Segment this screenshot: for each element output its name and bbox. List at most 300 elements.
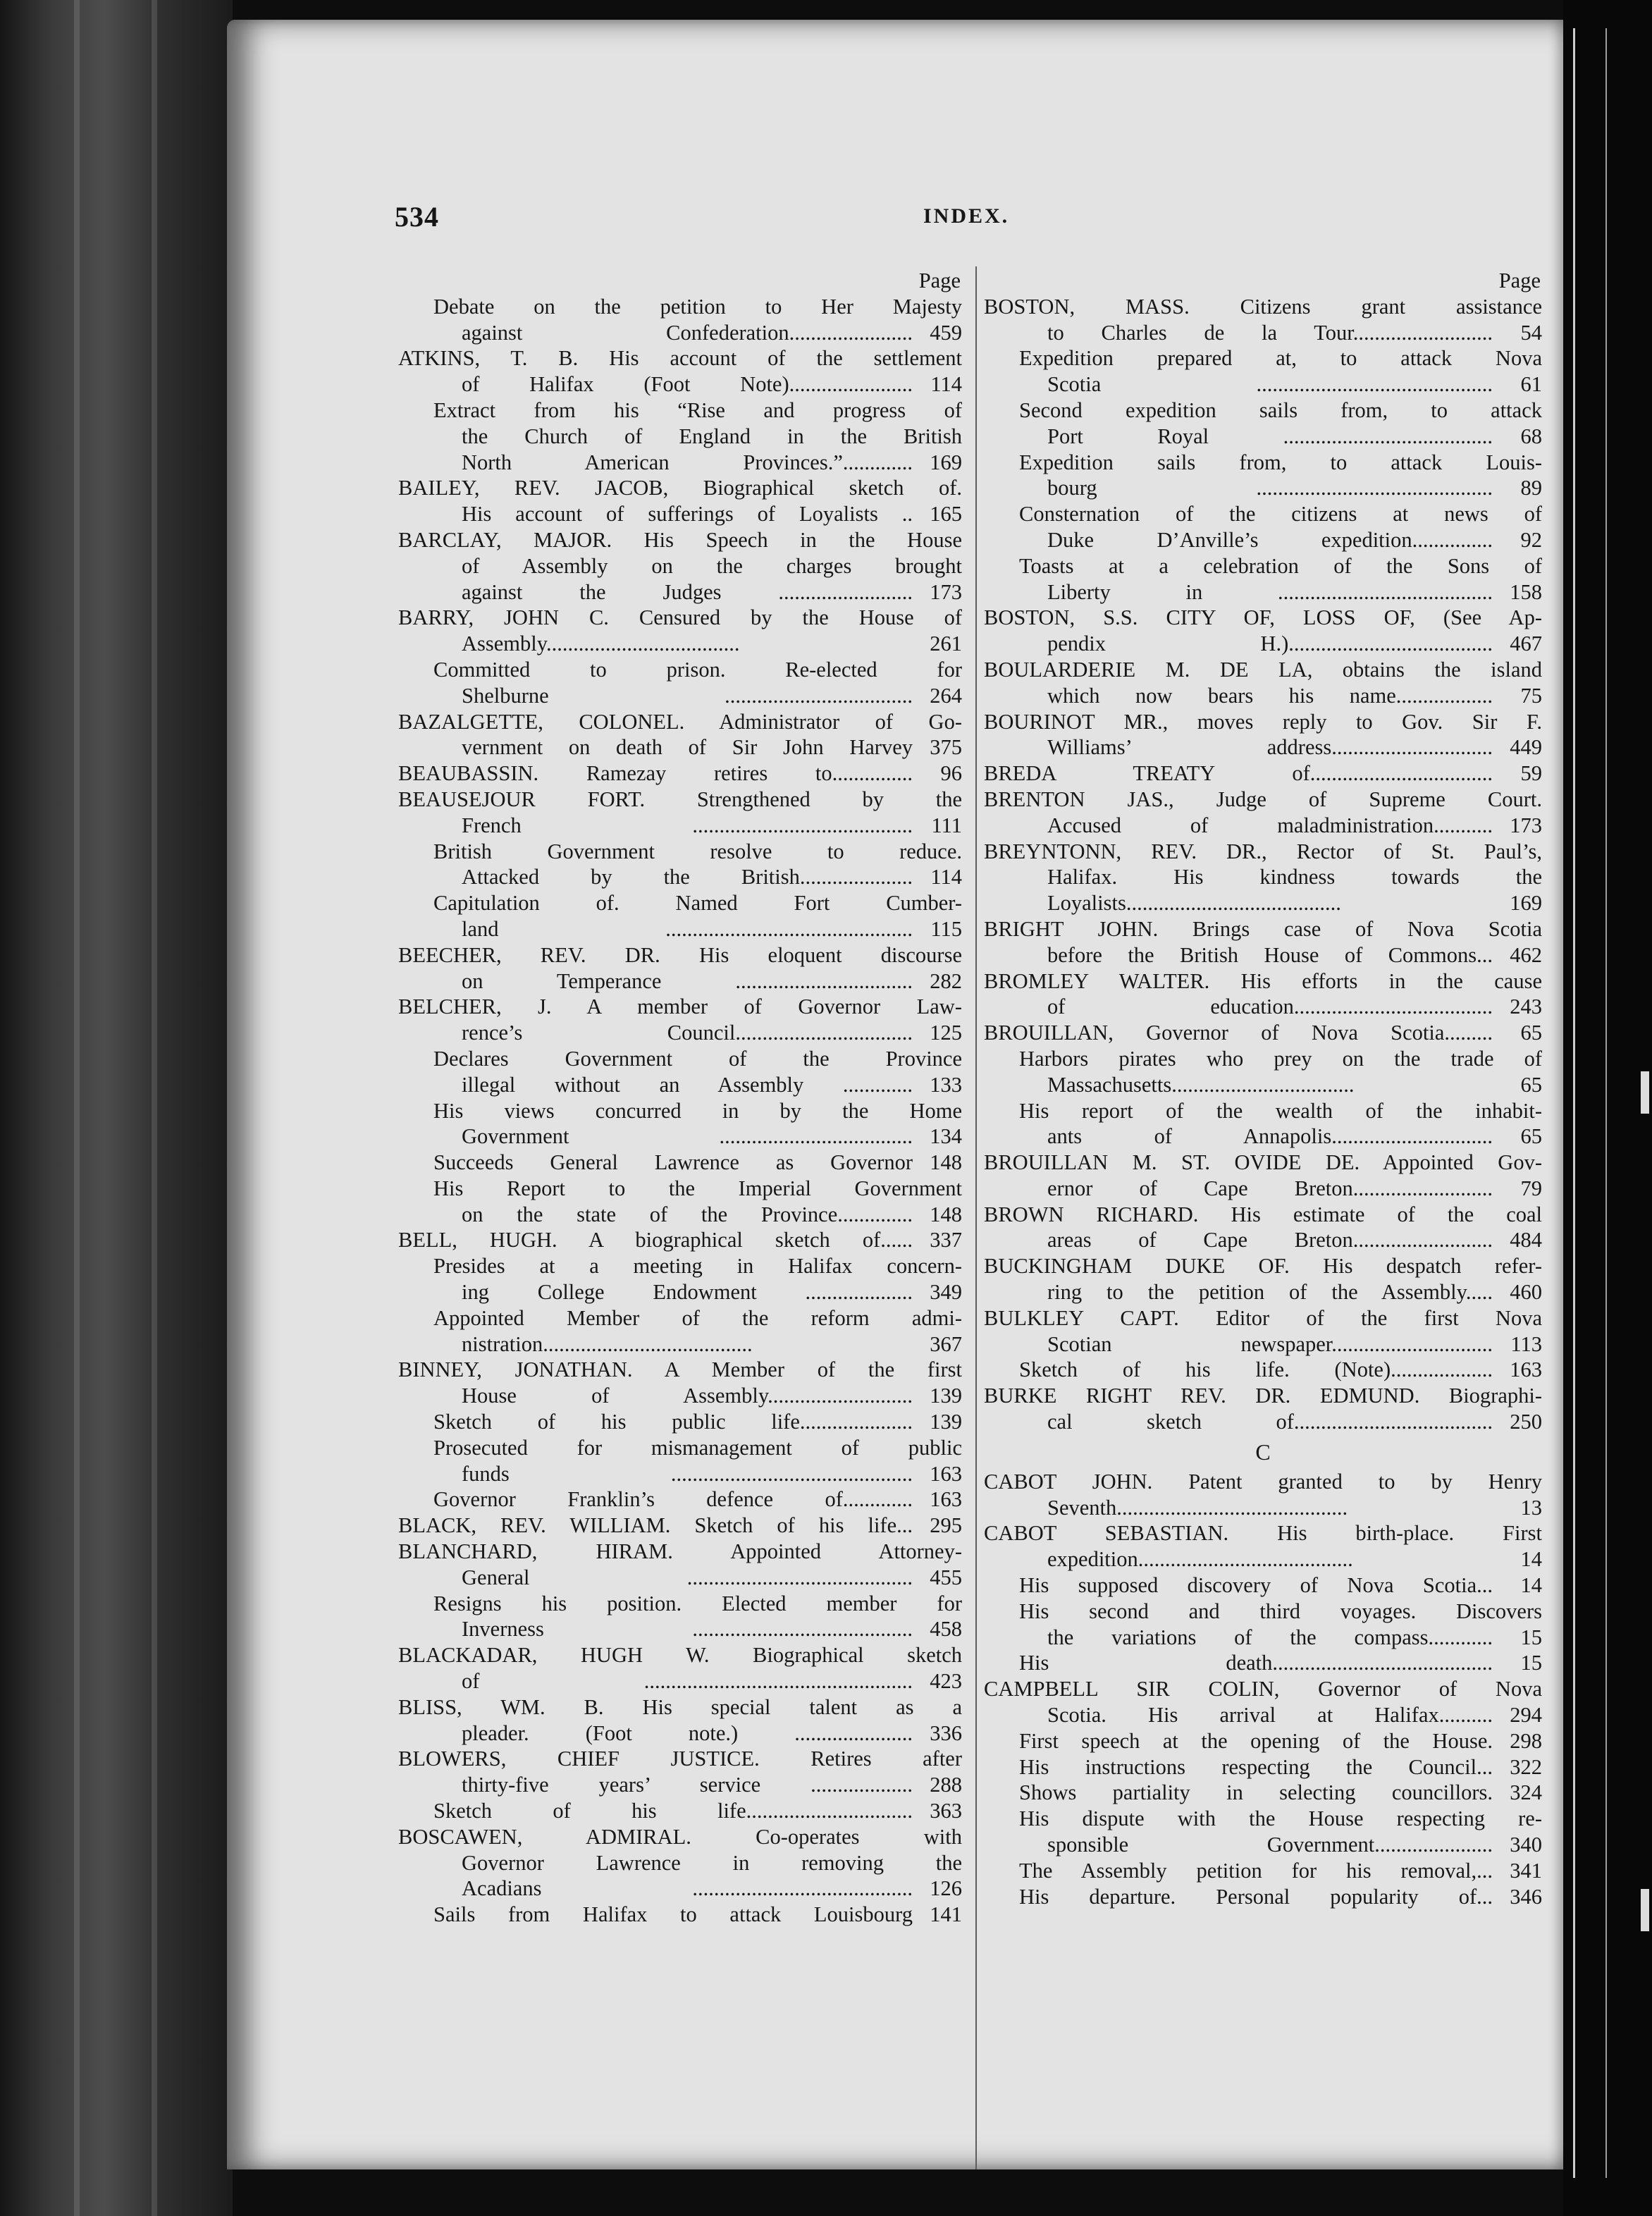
index-entry-text: Scotia. His arrival at Halifax.......... [1047, 1703, 1493, 1728]
index-entry-text: BULKLEY CAPT. Editor of the first Nova [984, 1305, 1542, 1330]
index-entry-text: areas of Cape Breton.......................... [1047, 1228, 1493, 1252]
index-line [398, 1072, 962, 1098]
index-entry-text: Liberty in ........................................ [1047, 579, 1493, 604]
index-page-number: 89 [1520, 476, 1542, 500]
index-line [984, 1202, 1542, 1228]
index-line [398, 1772, 962, 1798]
index-line [398, 968, 962, 995]
index-page-number: 75 [1520, 683, 1542, 708]
index-entry-text: Sails from Halifax to attack Louisbourg [433, 1902, 913, 1927]
index-page-number: 54 [1520, 320, 1542, 345]
index-line [984, 1884, 1542, 1910]
index-line [984, 1469, 1542, 1495]
index-entry-text: pendix H.)...................................... [1047, 632, 1493, 656]
index-line [398, 1227, 962, 1253]
index-line [984, 1806, 1542, 1832]
index-line [398, 1124, 962, 1150]
index-page-number: 288 [930, 1773, 962, 1797]
index-entry-text: BOSCAWEN, ADMIRAL. Co-operates with [398, 1824, 962, 1849]
page-edge-mark [1641, 1071, 1649, 1114]
index-line [398, 1150, 962, 1176]
index-entry-text: First speech at the opening of the House. [1019, 1728, 1493, 1753]
index-line [984, 1020, 1542, 1046]
index-entry-text: thirty-five years’ service ................... [462, 1773, 913, 1797]
index-line [984, 579, 1542, 605]
index-entry-text: His account of sufferings of Loyalists .. [462, 502, 913, 527]
index-line [984, 839, 1542, 865]
index-page-number: 336 [930, 1721, 962, 1745]
index-entry-text: BRIGHT JOHN. Brings case of Nova Scotia [984, 916, 1542, 941]
index-page-number: 243 [1510, 995, 1542, 1019]
index-line [984, 709, 1542, 735]
index-line [398, 761, 962, 787]
index-page-number: 484 [1510, 1228, 1542, 1252]
index-line [398, 813, 962, 839]
index-line [984, 1702, 1542, 1728]
index-page-number: 467 [1510, 632, 1542, 656]
index-entry-text: ernor of Cape Breton.......................... [1047, 1176, 1493, 1200]
page-number: 534 [395, 201, 439, 233]
left-column [398, 268, 962, 1928]
index-line [398, 501, 962, 527]
index-line [398, 683, 962, 709]
index-line [984, 1176, 1542, 1202]
index-entry-text: Toasts at a celebration of the Sons of [1019, 553, 1542, 578]
index-entry-text: Expedition prepared at, to attack Nova [1019, 346, 1542, 371]
index-line [398, 1902, 962, 1928]
index-entry-text: BELCHER, J. A member of Governor Law- [398, 995, 962, 1019]
page-edge-line [1573, 28, 1575, 2178]
index-line [984, 1676, 1542, 1702]
index-entry-text: BEAUSEJOUR FORT. Strengthened by the [398, 787, 962, 811]
index-page-number: 349 [930, 1280, 962, 1305]
index-line [984, 813, 1542, 839]
index-line [984, 683, 1542, 709]
index-line [398, 553, 962, 579]
index-page-number: 322 [1510, 1754, 1542, 1779]
right-column [984, 268, 1542, 1909]
index-page-number: 163 [930, 1461, 962, 1486]
index-entry-text: Halifax. His kindness towards the [1047, 865, 1542, 890]
index-line [398, 475, 962, 501]
index-line [984, 787, 1542, 813]
index-page-number: 14 [1520, 1573, 1542, 1598]
index-line [984, 1046, 1542, 1072]
index-entry-text: Shows partiality in selecting councillors. [1019, 1780, 1493, 1805]
index-line [984, 734, 1542, 761]
index-entry-text: ATKINS, T. B. His account of the settlement [398, 346, 962, 371]
index-entry-text: Governor Lawrence in removing the [462, 1850, 962, 1875]
index-line [984, 1253, 1542, 1279]
index-entry-text: of education..................................... [1047, 995, 1493, 1019]
index-page-number: 65 [1520, 1021, 1542, 1045]
index-line [984, 761, 1542, 787]
index-entry-text: His Report to the Imperial Government [433, 1176, 962, 1200]
index-entry-text: BLANCHARD, HIRAM. Appointed Attorney- [398, 1539, 962, 1564]
index-page-number: 459 [930, 320, 962, 345]
index-line [398, 1539, 962, 1565]
index-entry-text: funds ............................................. [462, 1461, 913, 1486]
index-entry-text: Massachusetts.................................. [1047, 1072, 1355, 1097]
index-page-number: 134 [930, 1124, 962, 1149]
index-page-number: 65 [1520, 1124, 1542, 1149]
index-page-number: 375 [930, 735, 962, 760]
index-entry-text: ring to the petition of the Assembly..... [1047, 1280, 1493, 1305]
index-line [984, 1728, 1542, 1754]
index-line [398, 1020, 962, 1046]
index-line [398, 1668, 962, 1694]
index-page-number: 264 [930, 683, 962, 708]
index-entry-text: illegal without an Assembly ............. [462, 1072, 913, 1097]
index-entry-text: BAZALGETTE, COLONEL. Administrator of Go- [398, 709, 962, 734]
index-entry-text: Attacked by the British..................... [462, 865, 913, 890]
index-line [984, 1572, 1542, 1599]
index-page-number: 455 [930, 1565, 962, 1589]
column-divider [975, 266, 977, 2169]
index-entry-text: Shelburne ................................... [462, 683, 913, 708]
index-entry-text: BELL, HUGH. A biographical sketch of...... [398, 1228, 913, 1252]
index-page-number: 163 [930, 1487, 962, 1512]
index-line [984, 294, 1542, 320]
index-page-number: 79 [1520, 1176, 1542, 1200]
index-entry-text: BROWN RICHARD. His estimate of the coal [984, 1202, 1542, 1226]
page-edges [1563, 0, 1652, 2216]
index-entry-text: Scotia ............................................ [1047, 372, 1493, 397]
index-page-number: 158 [1510, 579, 1542, 604]
index-page-number: 111 [931, 813, 962, 837]
index-page-number: 15 [1520, 1625, 1542, 1649]
index-line [984, 450, 1542, 476]
index-line [984, 1357, 1542, 1383]
index-line [398, 424, 962, 450]
index-page-number: 340 [1510, 1833, 1542, 1857]
page-edge-mark [1641, 1889, 1649, 1931]
index-line [984, 1409, 1542, 1435]
index-line [984, 890, 1542, 916]
index-entry-text: Assembly.................................... [462, 632, 740, 656]
index-entry-text: Inverness ......................................... [462, 1617, 913, 1642]
index-page-number: 169 [1510, 891, 1542, 916]
page-column-heading: Page [918, 269, 961, 293]
index-line [398, 942, 962, 968]
index-page-number: 363 [930, 1799, 962, 1823]
index-line [984, 605, 1542, 631]
index-entry-text: BLACKADAR, HUGH W. Biographical sketch [398, 1643, 962, 1668]
index-entry-text: CABOT SEBASTIAN. His birth-place. First [984, 1521, 1542, 1546]
index-entry-text: Committed to prison. Re-elected for [433, 657, 962, 682]
index-entry-text: CABOT JOHN. Patent granted to by Henry [984, 1469, 1542, 1494]
index-entry-text: Williams’ address.............................. [1047, 735, 1493, 760]
index-entry-text: BURKE RIGHT REV. DR. EDMUND. Biographi- [984, 1384, 1542, 1408]
index-line [984, 916, 1542, 942]
index-entry-text: of Assembly on the charges brought [462, 553, 962, 578]
index-line [398, 1642, 962, 1668]
index-entry-text: Sketch of his life............................... [433, 1799, 913, 1823]
index-page-number: 148 [930, 1150, 962, 1175]
index-entry-text: BLISS, WM. B. His special talent as a [398, 1694, 962, 1719]
index-page-number: 125 [930, 1021, 962, 1045]
index-line [398, 1616, 962, 1642]
index-line [398, 890, 962, 916]
index-entry-text: cal sketch of..................................... [1047, 1410, 1493, 1434]
index-page-number: 148 [930, 1202, 962, 1226]
index-line [398, 864, 962, 890]
index-line [984, 1072, 1542, 1098]
index-entry-text: nistration....................................... [462, 1331, 753, 1356]
index-entry-text: Presides at a meeting in Halifax concern- [433, 1254, 962, 1279]
index-line [398, 371, 962, 398]
index-entry-text: His dispute with the House respecting re- [1019, 1806, 1542, 1831]
index-entry-text: BOSTON, MASS. Citizens grant assistance [984, 294, 1542, 319]
index-entry-text: land .............................................. [462, 916, 913, 941]
index-line [984, 1520, 1542, 1546]
index-entry-text: expedition........................................ [1047, 1547, 1353, 1572]
page-edge-line [1605, 28, 1607, 2178]
index-page-number: 261 [930, 632, 962, 656]
index-entry-text: Duke D’Anville’s expedition............... [1047, 527, 1493, 552]
index-page-number: 341 [1510, 1858, 1542, 1883]
index-line [984, 942, 1542, 968]
index-page-number: 126 [930, 1876, 962, 1901]
index-line [984, 864, 1542, 890]
index-line [984, 398, 1542, 424]
index-line [984, 657, 1542, 683]
index-entry-text: BEECHER, REV. DR. His eloquent discourse [398, 942, 962, 967]
index-entry-text: North American Provinces.”............. [462, 450, 913, 474]
index-line [398, 1279, 962, 1305]
index-line [398, 787, 962, 813]
index-entry-text: of Halifax (Foot Note)....................... [462, 372, 913, 397]
index-entry-text: BOURINOT MR., moves reply to Gov. Sir F. [984, 709, 1542, 734]
index-page-number: 92 [1520, 527, 1542, 552]
index-entry-text: BROUILLAN M. ST. OVIDE DE. Appointed Gov- [984, 1150, 1542, 1175]
index-entry-text: BROMLEY WALTER. His efforts in the cause [984, 968, 1542, 993]
index-entry-text: against Confederation....................... [462, 320, 913, 345]
index-page-number: 169 [930, 450, 962, 474]
index-line [398, 345, 962, 371]
index-entry-text: BARCLAY, MAJOR. His Speech in the House [398, 527, 962, 552]
index-line [398, 1331, 962, 1358]
index-entry-text: Acadians ......................................... [462, 1876, 913, 1901]
index-entry-text: Second expedition sails from, to attack [1019, 398, 1542, 422]
index-entry-text: British Government resolve to reduce. [433, 839, 962, 863]
index-entry-text: which now bears his name.................. [1047, 683, 1493, 708]
index-line [398, 1383, 962, 1409]
index-line [984, 1546, 1542, 1572]
index-line [398, 994, 962, 1020]
index-line [984, 1599, 1542, 1625]
index-line [398, 450, 962, 476]
index-page-number: 133 [930, 1072, 962, 1097]
index-page-number: 165 [930, 502, 962, 527]
index-line [398, 1850, 962, 1876]
index-entry-text: on Temperance ................................. [462, 968, 913, 993]
right-entries [984, 294, 1542, 1910]
index-entry-text: BEAUBASSIN. Ramezay retires to............... [398, 761, 913, 786]
index-entry-text: Accused of maladministration........... [1047, 813, 1493, 837]
index-entry-text: His views concurred in by the Home [433, 1098, 962, 1123]
left-entries [398, 294, 962, 1928]
index-line [398, 320, 962, 346]
index-line [398, 1435, 962, 1461]
index-page-number: 139 [930, 1410, 962, 1434]
index-page-number: 139 [930, 1384, 962, 1408]
book-spine [0, 0, 233, 2216]
index-page-number: 14 [1520, 1547, 1542, 1572]
index-entry-text: Government .................................... [462, 1124, 913, 1149]
index-page-number: 114 [930, 372, 962, 397]
index-line [984, 1279, 1542, 1305]
index-page-number: 449 [1510, 735, 1542, 760]
index-line [984, 968, 1542, 995]
index-page-number: 173 [930, 579, 962, 604]
index-page-number: 460 [1510, 1280, 1542, 1305]
index-line [398, 605, 962, 631]
index-entry-text: Harbors pirates who prey on the trade of [1019, 1046, 1542, 1071]
index-line [984, 1331, 1542, 1358]
index-page-number: 294 [1510, 1703, 1542, 1728]
index-entry-text: General .......................................... [462, 1565, 913, 1589]
index-line [984, 1305, 1542, 1331]
index-entry-text: sponsible Government...................... [1047, 1833, 1493, 1857]
index-page-number: 295 [930, 1513, 962, 1538]
index-entry-text: Prosecuted for mismanagement of public [433, 1435, 962, 1460]
index-line [398, 916, 962, 942]
index-line [984, 501, 1542, 527]
index-line [984, 1098, 1542, 1124]
index-line [984, 1150, 1542, 1176]
index-entry-text: rence’s Council................................. [462, 1021, 913, 1045]
index-entry-text: His departure. Personal popularity of... [1019, 1884, 1493, 1909]
index-line [984, 994, 1542, 1020]
index-entry-text: BOULARDERIE M. DE LA, obtains the island [984, 657, 1542, 682]
index-line [984, 345, 1542, 371]
index-line [398, 1486, 962, 1513]
index-entry-text: His report of the wealth of the inhabit- [1019, 1098, 1542, 1123]
index-page-number: 114 [930, 865, 962, 890]
section-letter-heading: C [1255, 1439, 1271, 1465]
index-entry-text: BREDA TREATY of.................................. [984, 761, 1493, 786]
index-entry-text: Succeeds General Lawrence as Governor [433, 1150, 913, 1175]
index-entry-text: Port Royal ....................................... [1047, 424, 1493, 448]
index-line [398, 1253, 962, 1279]
index-line [398, 1202, 962, 1228]
index-entry-text: Extract from his “Rise and progress of [433, 398, 962, 422]
index-entry-text: His supposed discovery of Nova Scotia... [1019, 1573, 1493, 1598]
index-entry-text: Consternation of the citizens at news of [1019, 502, 1542, 527]
index-entry-text: Scotian newspaper.............................. [1047, 1331, 1493, 1356]
index-line [398, 1591, 962, 1617]
index-line [398, 579, 962, 605]
index-line [398, 1176, 962, 1202]
index-entry-text: Loyalists........................................ [1047, 891, 1341, 916]
index-entry-text: Expedition sails from, to attack Louis- [1019, 450, 1542, 474]
index-entry-text: before the British House of Commons... [1047, 942, 1493, 967]
index-line [398, 734, 962, 761]
index-entry-text: His instructions respecting the Council... [1019, 1754, 1493, 1779]
index-page-number: 346 [1510, 1884, 1542, 1909]
index-entry-text: BLACK, REV. WILLIAM. Sketch of his life... [398, 1513, 913, 1538]
index-page-number: 337 [930, 1228, 962, 1252]
index-line [984, 424, 1542, 450]
index-line [984, 371, 1542, 398]
index-entry-text: Resigns his position. Elected member for [433, 1591, 962, 1615]
index-line [398, 294, 962, 320]
index-line [984, 1383, 1542, 1409]
index-entry-text: to Charles de la Tour.......................... [1047, 320, 1493, 345]
index-entry-text: BLOWERS, CHIEF JUSTICE. Retires after [398, 1747, 962, 1771]
index-entry-text: BREYNTONN, REV. DR., Rector of St. Paul’s, [984, 839, 1542, 863]
index-page-number: 65 [1520, 1072, 1542, 1097]
index-line [984, 553, 1542, 579]
index-line [984, 1227, 1542, 1253]
index-line [984, 320, 1542, 346]
index-line [398, 1046, 962, 1072]
index-entry-text: bourg ............................................ [1047, 476, 1493, 500]
index-line [398, 398, 962, 424]
index-line [984, 1754, 1542, 1780]
page-column-heading: Page [1498, 269, 1541, 293]
index-page-number: 113 [1510, 1331, 1542, 1356]
index-entry-text: His death......................................... [1019, 1651, 1493, 1675]
index-entry-text: against the Judges ......................... [462, 579, 913, 604]
index-page-number: 250 [1510, 1410, 1542, 1434]
index-entry-text: Appointed Member of the reform admi- [433, 1305, 962, 1330]
index-entry-text: ing College Endowment .................... [462, 1280, 913, 1305]
index-line [398, 709, 962, 735]
index-page-number: 458 [930, 1617, 962, 1642]
index-line [984, 527, 1542, 553]
index-entry-text: House of Assembly........................... [462, 1384, 913, 1408]
index-line [398, 657, 962, 683]
index-entry-text: on the state of the Province.............. [462, 1202, 913, 1226]
index-line [398, 1513, 962, 1539]
index-line [398, 1409, 962, 1435]
index-page-number: 15 [1520, 1651, 1542, 1675]
index-entry-text: Capitulation of. Named Fort Cumber- [433, 891, 962, 916]
index-page-number: 96 [940, 761, 962, 786]
index-entry-text: CAMPBELL SIR COLIN, Governor of Nova [984, 1677, 1542, 1701]
index-line [398, 1357, 962, 1383]
index-line [398, 839, 962, 865]
index-page-number: 61 [1520, 372, 1542, 397]
index-page-number: 59 [1520, 761, 1542, 786]
running-head: INDEX. [923, 204, 1010, 228]
index-page-number: 173 [1510, 813, 1542, 837]
index-entry-text: BOSTON, S.S. CITY OF, LOSS OF, (See Ap- [984, 605, 1542, 630]
spine-stripe [74, 0, 80, 2216]
index-line [398, 1565, 962, 1591]
index-line [398, 1694, 962, 1721]
index-entry-text: pleader. (Foot note.) ...................... [462, 1721, 913, 1745]
index-entry-text: Sketch of his life. (Note)................... [1019, 1358, 1493, 1382]
index-entry-text: BARRY, JOHN C. Censured by the House of [398, 605, 962, 630]
index-entry-text: Sketch of his public life..................... [433, 1410, 913, 1434]
index-page-number: 163 [1510, 1358, 1542, 1382]
index-entry-text: of .................................................. [462, 1669, 913, 1694]
index-line [984, 1780, 1542, 1806]
index-entry-text: The Assembly petition for his removal,... [1019, 1858, 1493, 1883]
index-entry-text: BAILEY, REV. JACOB, Biographical sketch of. [398, 476, 962, 500]
index-entry-text: Declares Government of the Province [433, 1046, 962, 1071]
index-line [984, 631, 1542, 657]
index-page-number: 367 [930, 1331, 962, 1356]
index-line [398, 1305, 962, 1331]
index-line [398, 631, 962, 657]
index-entry-text: Seventh........................................... [1047, 1495, 1348, 1520]
index-entry-text: Governor Franklin’s defence of............. [433, 1487, 913, 1512]
index-line [398, 1876, 962, 1902]
